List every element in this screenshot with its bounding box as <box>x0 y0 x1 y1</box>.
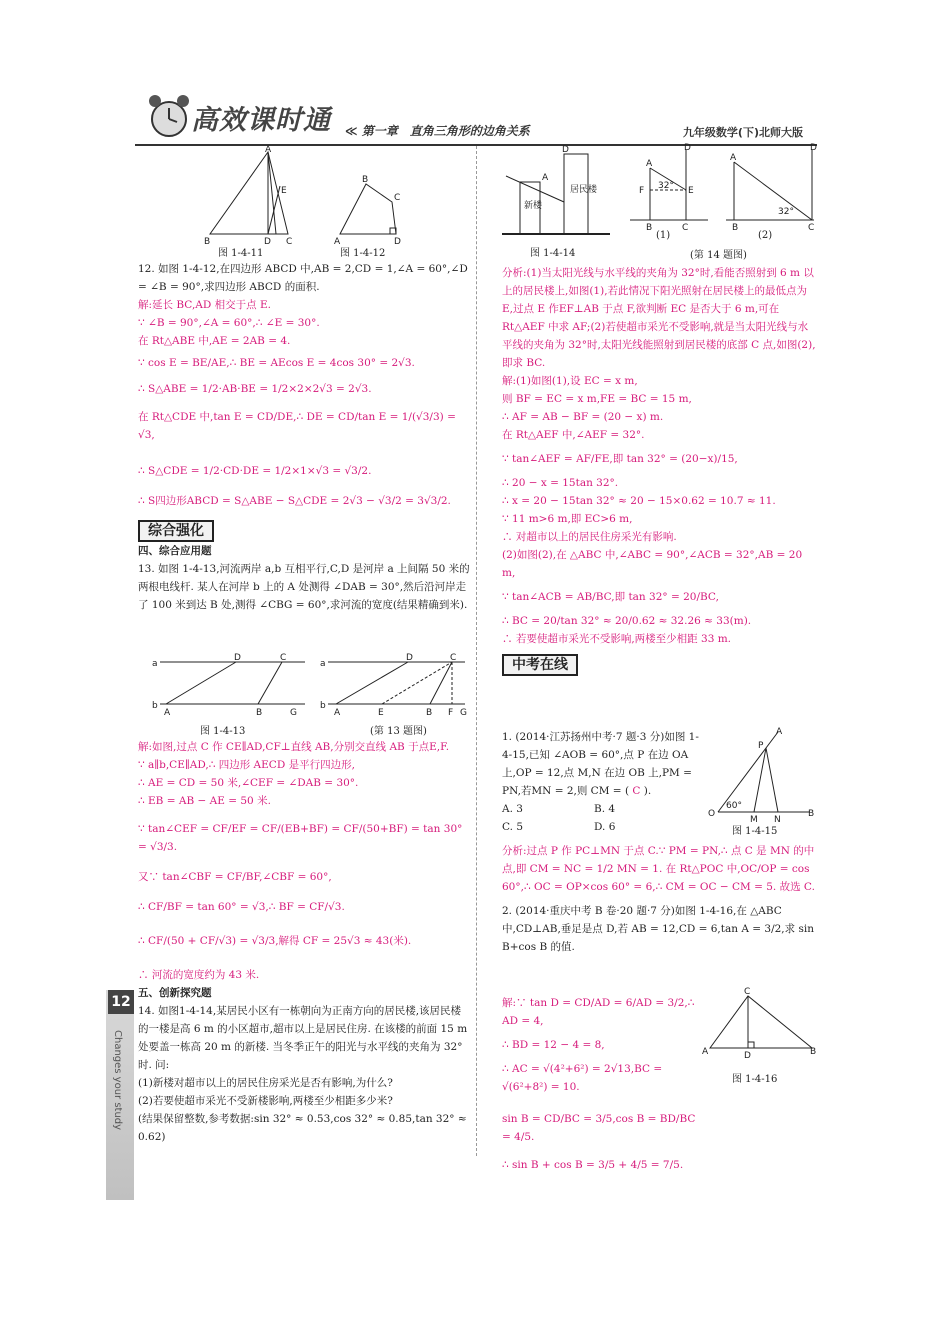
figure-1-4-12 <box>334 175 401 247</box>
caption-1-4-11: 图 1-4-11 <box>218 248 264 259</box>
svg-text:C: C <box>280 653 287 663</box>
svg-text:D: D <box>684 143 691 153</box>
question-14: 14. 如图1-4-14,某居民小区有一栋朝向为正南方向的居民楼,该居民楼的一楼是高 6 m 的小区超市,超市以上是居民住房. 在该楼的前面 15 m 处要盖一栋高 20 m 的新楼. 当冬季正午的阳光与水平线的夹角为 32°时. 问: <box>138 1005 468 1071</box>
question-12: 12. 如图 1-4-12,在四边形 ABCD 中,AB = 2,CD = 1,∠A = 60°,∠D = ∠B = 90°,求四边形 ABCD 的面积. <box>138 263 468 293</box>
svg-text:A: A <box>730 153 737 163</box>
solution-12-line: 解:延长 BC,AD 相交于点 E. <box>138 299 271 311</box>
figure-14-2 <box>726 143 817 233</box>
exam-question-1 <box>502 728 706 836</box>
solution-14-line: ∴ 对超市以上的居民住房采光有影响. <box>502 531 677 543</box>
svg-text:A: A <box>265 145 272 155</box>
exam-1-stem: 1. (2014·江苏扬州中考·7 题·3 分)如图 1-4-15,已知 ∠AOB = 60°,点 P 在边 OA 上,OP = 12,点 M,N 在边 OB 上,PM = PN,若MN = 2,则 CM = ( <box>502 731 699 797</box>
figure-1-4-13 <box>152 653 305 718</box>
solution-13-line: ∵ tan∠CEF = CF/EF = CF/(EB+BF) = CF/(50+BF) = tan 30° = √3/3. <box>138 823 463 853</box>
svg-text:B: B <box>362 175 369 185</box>
svg-text:E: E <box>688 186 694 196</box>
solution-13-line: 解:如图,过点 C 作 CE∥AD,CF⊥直线 AB,分别交直线 AB 于点E,F. <box>138 741 450 753</box>
section-tag-comprehensive: 综合强化 <box>138 520 214 542</box>
right-column-top <box>502 264 816 676</box>
svg-text:F: F <box>639 186 645 196</box>
svg-text:B: B <box>256 708 263 718</box>
grade-label: 九年级数学(下)北师大版 <box>682 126 803 139</box>
figures-14 <box>486 143 817 258</box>
caption-1-4-15: 图 1-4-15 <box>732 826 778 837</box>
svg-text:E: E <box>281 186 287 196</box>
option-d: D. 6 <box>594 821 616 833</box>
solution-14-line: ∴ x = 20 − 15tan 32° ≈ 20 − 15×0.62 = 10.7 ≈ 11. <box>502 495 776 507</box>
figure-1-4-14 <box>502 145 610 234</box>
svg-text:D: D <box>234 653 241 663</box>
label-residential-building: 居民楼 <box>570 185 598 195</box>
svg-text:D: D <box>394 237 401 247</box>
svg-text:D: D <box>562 145 569 155</box>
solution-12-line: ∵ ∠B = 90°,∠A = 60°,∴ ∠E = 30°. <box>138 317 320 329</box>
svg-text:B: B <box>204 237 211 247</box>
side-slogan: Changes your study <box>112 1030 123 1131</box>
solution-13-line: ∴ CF/(50 + CF/√3) = √3/3,解得 CF = 25√3 ≈ 43(米). <box>138 935 412 947</box>
svg-text:C: C <box>682 223 689 233</box>
svg-text:C: C <box>394 193 401 203</box>
solution-z2-line: sin B = CD/BC = 3/5,cos B = BD/BC = 4/5. <box>502 1113 696 1143</box>
solution-12-line: ∵ cos E = BE/AE,∴ BE = AEcos E = 4cos 30° = 2√3. <box>138 357 415 369</box>
svg-text:B: B <box>426 708 433 718</box>
svg-text:A: A <box>334 708 341 718</box>
svg-text:G: G <box>460 708 467 718</box>
solution-13-line: ∴ EB = AB − AE = 50 米. <box>138 795 271 807</box>
exam-question-2-solution <box>502 994 702 1174</box>
solution-14-line: ∴ BC = 20/tan 32° ≈ 20/0.62 ≈ 32.26 ≈ 33(m). <box>502 615 752 627</box>
figure-1-4-16 <box>700 987 820 1061</box>
svg-text:A: A <box>702 1047 709 1057</box>
solution-13-line: ∴ AE = CD = 50 米,∠CEF = ∠DAB = 30°. <box>138 777 359 789</box>
exam-1-text <box>502 728 706 800</box>
svg-text:G: G <box>290 708 297 718</box>
solution-14-line: ∵ 11 m>6 m,即 EC>6 m, <box>502 513 633 525</box>
option-a: A. 3 <box>502 803 523 815</box>
svg-text:B: B <box>810 1047 817 1057</box>
chapter-title: ≪ 第一章 直角三角形的边角关系 <box>345 124 530 138</box>
column-divider <box>476 146 477 1156</box>
question-13: 13. 如图 1-4-13,河流两岸 a,b 互相平行,C,D 是河岸 a 上间隔 50 米的两根电线杆. 某人在河岸 b 上的 A 处测得 ∠DAB = 30°,然后沿河岸走了 100 米到达 B 处,测得 ∠CBG = 60°,求河流的宽度(结果精确到米). <box>138 563 470 611</box>
exam-2-text: 2. (2014·重庆中考 B 卷·20 题·7 分)如图 1-4-16,在 △ABC 中,CD⊥AB,垂足是点 D,若 AB = 12,CD = 6,tan A = 3/2,求 sin B+cos B 的值. <box>502 905 814 953</box>
svg-text:P: P <box>758 741 764 751</box>
solution-z2-line: ∴ BD = 12 − 4 = 8, <box>502 1039 605 1051</box>
solution-12-line: ∴ S△CDE = 1/2·CD·DE = 1/2×1×√3 = √3/2. <box>138 465 372 477</box>
caption-14-1: (1) <box>656 230 671 241</box>
svg-text:C: C <box>744 987 751 997</box>
solution-13-line: 又∵ tan∠CBF = CF/BF,∠CBF = 60°, <box>138 871 332 883</box>
svg-text:O: O <box>708 809 716 819</box>
svg-text:C: C <box>286 237 293 247</box>
caption-14: (第 14 题图) <box>690 250 747 261</box>
figure-1-4-15 <box>706 728 816 828</box>
svg-text:C: C <box>450 653 457 663</box>
solution-14-line: 则 BF = EC = x m,FE = BC = 15 m, <box>502 393 692 405</box>
caption-14-2: (2) <box>758 230 773 241</box>
solution-12-line: 在 Rt△ABE 中,AE = 2AB = 4. <box>138 335 291 347</box>
solution-14-line: ∵ tan∠ACB = AB/BC,即 tan 32° = 20/BC, <box>502 591 719 603</box>
caption-1-4-13: 图 1-4-13 <box>200 726 246 737</box>
solution-12-line: ∴ S四边形ABCD = S△ABE − S△CDE = 2√3 − √3/2 = 3√3/2. <box>138 495 451 507</box>
svg-text:A: A <box>334 237 341 247</box>
svg-text:A: A <box>776 727 783 737</box>
svg-text:A: A <box>164 708 171 718</box>
exam-1-analysis: 分析:过点 P 作 PC⊥MN 于点 C.∵ PM = PN,∴ 点 C 是 MN 的中点,即 CM = NC = 1/2 MN = 1. 在 Rt△POC 中,OC/OP = cos 60°,∴ OC = OP×cos 60° = 6,∴ CM = OC − CM = 5. 故选 C. <box>502 845 815 893</box>
exam-1-answer: C <box>632 785 641 797</box>
solution-14-line: ∴ AF = AB − BF = (20 − x) m. <box>502 411 664 423</box>
exam-1-tail: ). <box>643 785 652 797</box>
question-14-data: (结果保留整数,参考数据:sin 32° ≈ 0.53,cos 32° ≈ 0.85,tan 32° ≈ 0.62) <box>138 1113 467 1143</box>
page-number: 12 <box>108 990 134 1014</box>
svg-text:D: D <box>810 143 817 153</box>
section-4-title: 四、综合应用题 <box>138 545 212 557</box>
question-14-part2: (2)若要使超市采光不受新楼影响,两楼至少相距多少米? <box>138 1095 393 1107</box>
caption-1-4-16: 图 1-4-16 <box>732 1074 778 1085</box>
svg-text:A: A <box>646 159 653 169</box>
label-new-building: 新楼 <box>524 201 543 211</box>
solution-z2-line: ∴ AC = √(4²+6²) = 2√13,BC = √(6²+8²) = 10. <box>502 1063 663 1093</box>
solution-13-line: ∴ CF/BF = tan 60° = √3,∴ BF = CF/√3. <box>138 901 345 913</box>
caption-1-4-14: 图 1-4-14 <box>530 248 576 259</box>
svg-text:32°: 32° <box>778 207 794 217</box>
solution-12-line: ∴ S△ABE = 1/2·AB·BE = 1/2×2×2√3 = 2√3. <box>138 383 372 395</box>
solution-13-line: ∵ a∥b,CE∥AD,∴ 四边形 AECD 是平行四边形, <box>138 759 355 771</box>
svg-text:B: B <box>732 223 739 233</box>
figure-14-1 <box>630 143 708 233</box>
solution-14-line: ∴ 20 − x = 15tan 32°. <box>502 477 619 489</box>
figure-13-solution <box>320 653 467 718</box>
solution-12-line: 在 Rt△CDE 中,tan E = CD/DE,∴ DE = CD/tan E = 1/(√3/3) = √3, <box>138 411 456 441</box>
svg-text:N: N <box>774 815 781 825</box>
svg-text:M: M <box>750 815 758 825</box>
solution-13-line: ∴ 河流的宽度约为 43 米. <box>138 969 260 981</box>
caption-13-solution: (第 13 题图) <box>370 726 427 737</box>
svg-text:B: B <box>808 809 815 819</box>
svg-text:A: A <box>542 173 549 183</box>
svg-text:60°: 60° <box>726 801 742 811</box>
svg-text:32°: 32° <box>658 181 674 191</box>
exam-question-1-analysis <box>502 842 816 956</box>
solution-14-line: ∵ tan∠AEF = AF/FE,即 tan 32° = (20−x)/15, <box>502 453 738 465</box>
svg-text:D: D <box>744 1051 751 1061</box>
left-column-top <box>138 260 470 614</box>
figures-11-12 <box>140 146 470 258</box>
question-14-part1: (1)新楼对超市以上的居民住房采光是否有影响,为什么? <box>138 1077 393 1089</box>
analysis-14: 分析:(1)当太阳光线与水平线的夹角为 32°时,看能否照射到 6 m 以上的居民楼上,如图(1),若此情况下阳光照射在居民楼上的最低点为 E,过点 E 作EF⊥AB 于点 F,欲判断 EC 是否大于 6 m,可在 Rt△AEF 中求 AF;(2)若使超市采光不受影响,就是当太阳光线与水平线的夹角为 32°时,太阳光线能照射到居民楼的底部 C 点,如图(2),即求 BC. <box>502 267 816 369</box>
solution-z2-line: ∴ sin B + cos B = 3/5 + 4/5 = 7/5. <box>502 1159 684 1171</box>
solution-z2-line: 解:∵ tan D = CD/AD = 6/AD = 3/2,∴ AD = 4, <box>502 997 695 1027</box>
solution-14-line: ∴ 若要使超市采光不受影响,两楼至少相距 33 m. <box>502 633 732 645</box>
section-5-title: 五、创新探究题 <box>138 987 212 999</box>
svg-text:F: F <box>448 708 454 718</box>
solution-14-line: 在 Rt△AEF 中,∠AEF = 32°. <box>502 429 645 441</box>
page-header <box>135 92 817 146</box>
svg-text:C: C <box>808 223 815 233</box>
svg-text:E: E <box>378 708 384 718</box>
svg-text:b: b <box>320 701 326 711</box>
logo-text: 高效课时通 <box>191 105 331 136</box>
svg-text:a: a <box>152 659 158 669</box>
left-column-bottom <box>138 738 470 1146</box>
option-c: C. 5 <box>502 821 524 833</box>
svg-text:a: a <box>320 659 326 669</box>
solution-14-line: (2)如图(2),在 △ABC 中,∠ABC = 90°,∠ACB = 32°,AB = 20 m, <box>502 549 803 579</box>
svg-text:b: b <box>152 701 158 711</box>
svg-text:D: D <box>406 653 413 663</box>
option-b: B. 4 <box>594 803 616 815</box>
section-tag-exam: 中考在线 <box>502 654 578 676</box>
figure-1-4-11 <box>204 145 292 247</box>
caption-1-4-12: 图 1-4-12 <box>340 248 386 259</box>
solution-14-line: 解:(1)如图(1),设 EC = x m, <box>502 375 638 387</box>
figures-13 <box>140 652 470 732</box>
svg-text:D: D <box>264 237 271 247</box>
svg-text:B: B <box>646 223 653 233</box>
